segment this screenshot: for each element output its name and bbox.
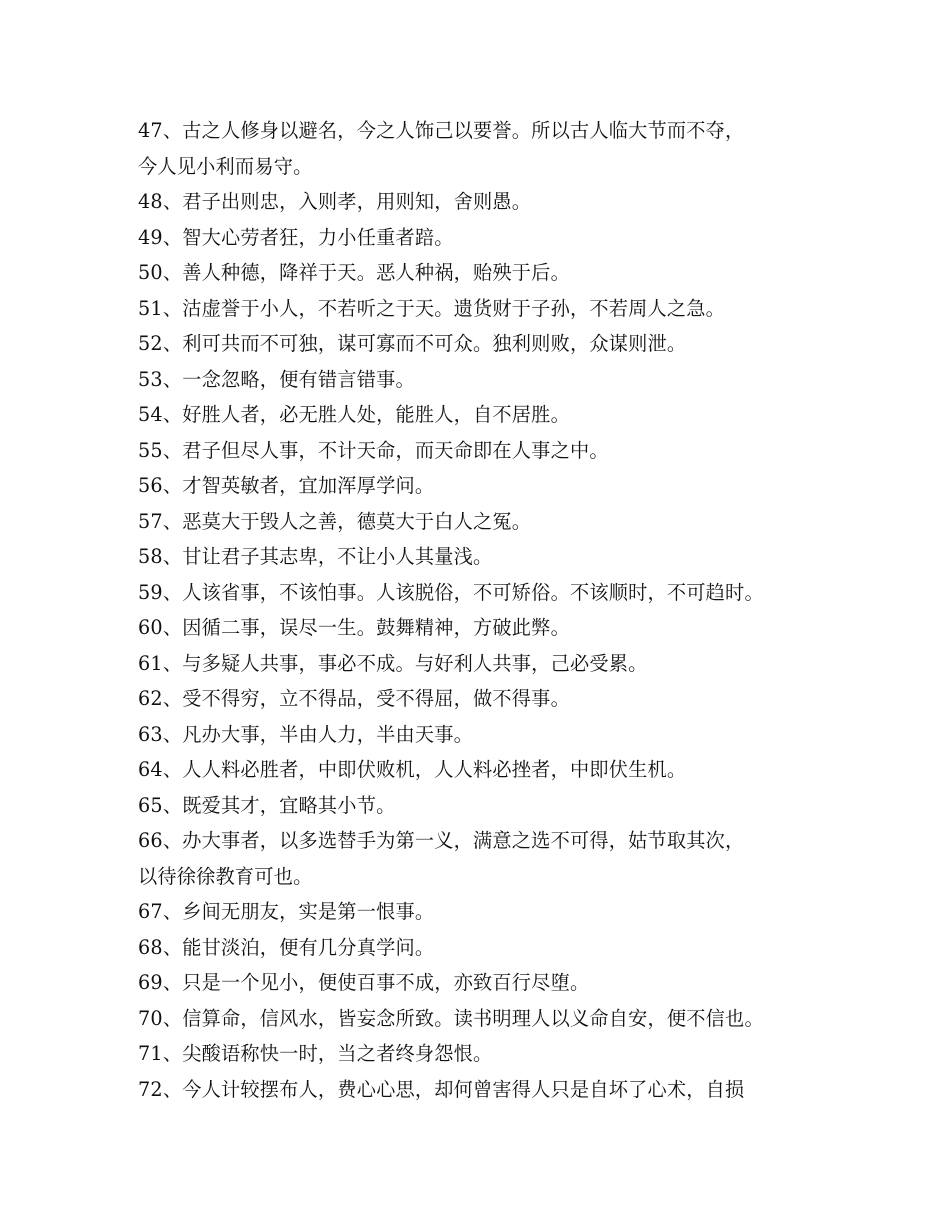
text-line: 63、凡办大事，半由人力，半由天事。	[138, 722, 474, 746]
text-line: 47、古之人修身以避名，今之人饰己以要誉。所以古人临大节而不夺，	[138, 119, 745, 142]
text-line: 72、今人计较摆布人，费心心思，却何曾害得人只是自坏了心术，自损	[138, 1077, 745, 1101]
text-line: 71、尖酸语称快一时，当之者终身怨恨。	[138, 1042, 493, 1065]
text-line: 65、既爱其才，宜略其小节。	[138, 793, 396, 817]
text-line: 62、受不得穷，立不得品，受不得屈，做不得事。	[138, 687, 570, 710]
text-line: 67、乡间无朋友，实是第一恨事。	[138, 900, 435, 923]
document-body	[138, 113, 938, 1107]
text-line: 61、与多疑人共事，事必不成。与好利人共事，己必受累。	[138, 651, 648, 675]
text-line: 59、人该省事，不该怕事。人该脱俗，不可矫俗。不该顺时，不可趋时。	[138, 580, 764, 604]
text-line: 57、恶莫大于毁人之善，德莫大于白人之冤。	[138, 509, 532, 533]
text-line: 55、君子但尽人事，不计天命，而天命即在人事之中。	[138, 438, 609, 462]
text-line: 51、沽虚誉于小人，不若听之于天。遗货财于子孙，不若周人之急。	[138, 296, 726, 320]
text-line: 68、能甘淡泊，便有几分真学问。	[138, 935, 435, 959]
text-line: 56、才智英敏者，宜加浑厚学问。	[138, 474, 435, 497]
text-line: 66、办大事者，以多选替手为第一义，满意之选不可得，姑节取其次，	[138, 829, 745, 852]
text-line: 53、一念忽略，便有错言错事。	[138, 367, 415, 391]
text-line: 以待徐徐教育可也。	[138, 864, 313, 888]
text-line: 52、利可共而不可独，谋可寡而不可众。独利则败，众谋则泄。	[138, 332, 687, 355]
text-line: 今人见小利而易守。	[138, 154, 313, 178]
text-line: 49、智大心劳者狂，力小任重者踣。	[138, 225, 454, 249]
text-line: 69、只是一个见小，便使百事不成，亦致百行尽堕。	[138, 971, 590, 994]
text-line: 48、君子出则忠，入则孝，用则知，舍则愚。	[138, 190, 532, 213]
text-line: 70、信算命，信风水，皆妄念所致。读书明理人以义命自安，便不信也。	[138, 1006, 764, 1030]
text-line: 54、好胜人者，必无胜人处，能胜人，自不居胜。	[138, 403, 570, 426]
text-line: 64、人人料必胜者，中即伏败机，人人料必挫者，中即伏生机。	[138, 758, 687, 781]
text-line: 50、善人种德，降祥于天。恶人种祸，贻殃于后。	[138, 261, 570, 284]
text-line: 58、甘让君子其志卑，不让小人其量浅。	[138, 545, 493, 568]
text-line: 60、因循二事，误尽一生。鼓舞精神，方破此弊。	[138, 616, 570, 639]
